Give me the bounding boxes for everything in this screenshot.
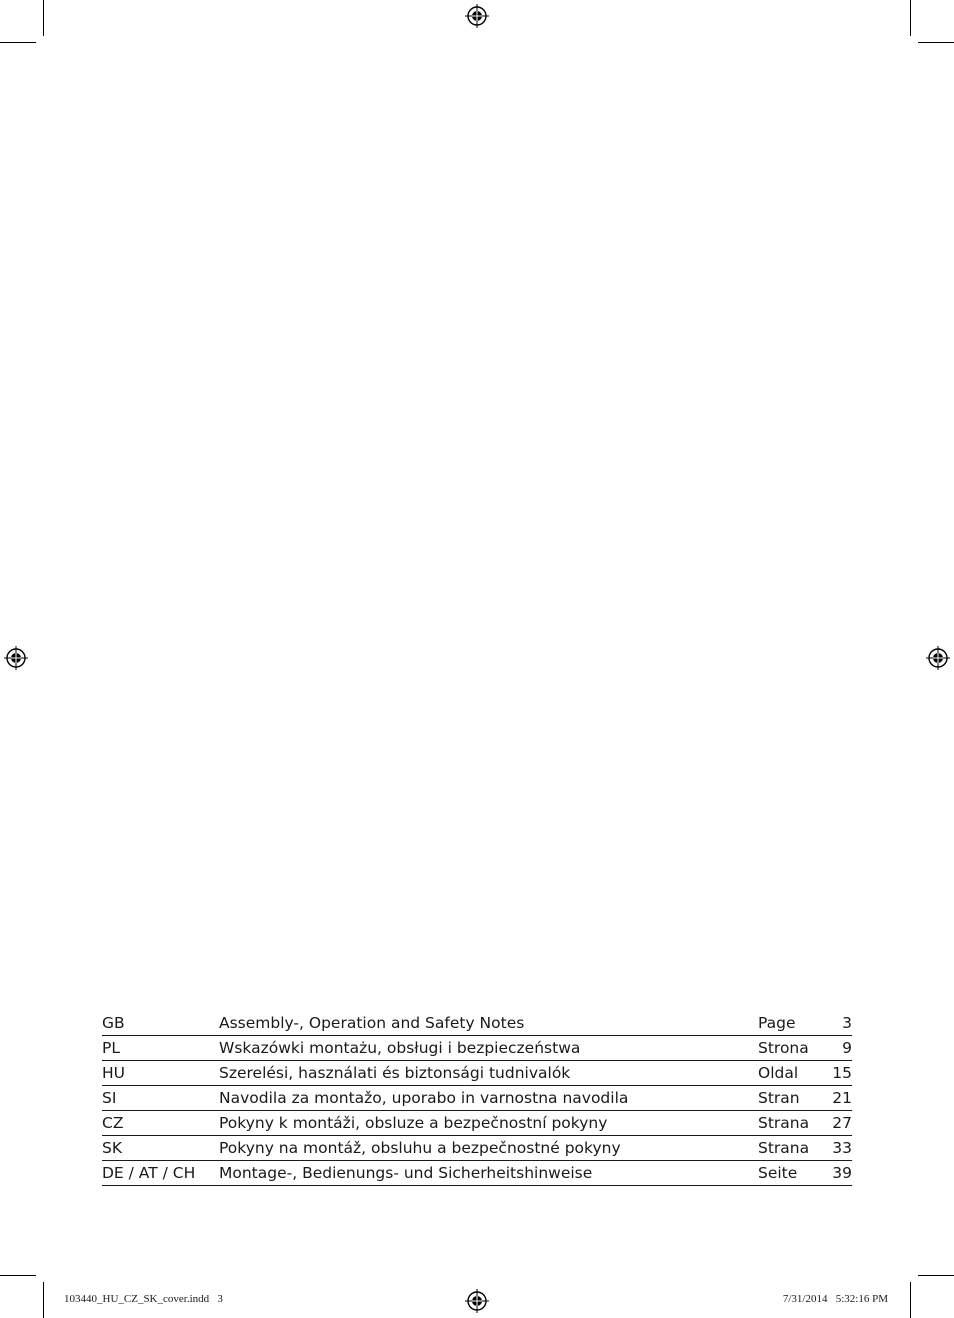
page-number: 33 <box>822 1136 852 1161</box>
page-word: Strona <box>758 1036 822 1061</box>
crop-mark-icon <box>910 1282 911 1318</box>
section-title: Szerelési, használati és biztonsági tudnivalók <box>219 1061 758 1086</box>
language-code: PL <box>102 1036 219 1061</box>
table-row <box>102 1011 852 1036</box>
crop-mark-icon <box>918 1275 954 1276</box>
table-row <box>102 1111 852 1136</box>
language-code: DE / AT / CH <box>102 1161 219 1186</box>
page-number: 15 <box>822 1061 852 1086</box>
registration-target-icon <box>926 646 950 670</box>
section-title: Pokyny na montáž, obsluhu a bezpečnostné pokyny <box>219 1136 758 1161</box>
section-title: Montage-, Bedienungs- und Sicherheitshinweise <box>219 1161 758 1186</box>
crop-mark-icon <box>43 1282 44 1318</box>
slug-file-name: 103440_HU_CZ_SK_cover.indd 3 <box>64 1293 223 1305</box>
section-title: Wskazówki montażu, obsługi i bezpieczeństwa <box>219 1036 758 1061</box>
crop-mark-icon <box>0 1275 36 1276</box>
crop-mark-icon <box>918 42 954 43</box>
page-word: Page <box>758 1011 822 1036</box>
page-number: 21 <box>822 1086 852 1111</box>
registration-target-icon <box>465 1289 489 1313</box>
language-contents-table <box>102 1011 852 1186</box>
page-word: Strana <box>758 1111 822 1136</box>
crop-mark-icon <box>0 42 36 43</box>
page-word: Strana <box>758 1136 822 1161</box>
registration-target-icon <box>4 646 28 670</box>
registration-target-icon <box>465 4 489 28</box>
table-row <box>102 1086 852 1111</box>
crop-mark-icon <box>910 0 911 36</box>
page-number: 9 <box>822 1036 852 1061</box>
page-word: Oldal <box>758 1061 822 1086</box>
section-title: Pokyny k montáži, obsluze a bezpečnostní pokyny <box>219 1111 758 1136</box>
slug-timestamp: 7/31/2014 5:32:16 PM <box>782 1293 888 1305</box>
crop-mark-icon <box>43 0 44 36</box>
language-code: HU <box>102 1061 219 1086</box>
table-row <box>102 1036 852 1061</box>
page-number: 3 <box>822 1011 852 1036</box>
language-code: CZ <box>102 1111 219 1136</box>
language-code: SK <box>102 1136 219 1161</box>
page-word: Seite <box>758 1161 822 1186</box>
page-word: Stran <box>758 1086 822 1111</box>
section-title: Navodila za montažo, uporabo in varnostna navodila <box>219 1086 758 1111</box>
table-row <box>102 1161 852 1186</box>
table-row <box>102 1061 852 1086</box>
table-row <box>102 1136 852 1161</box>
section-title: Assembly-, Operation and Safety Notes <box>219 1011 758 1036</box>
page-number: 39 <box>822 1161 852 1186</box>
language-code: SI <box>102 1086 219 1111</box>
language-code: GB <box>102 1011 219 1036</box>
page-number: 27 <box>822 1111 852 1136</box>
